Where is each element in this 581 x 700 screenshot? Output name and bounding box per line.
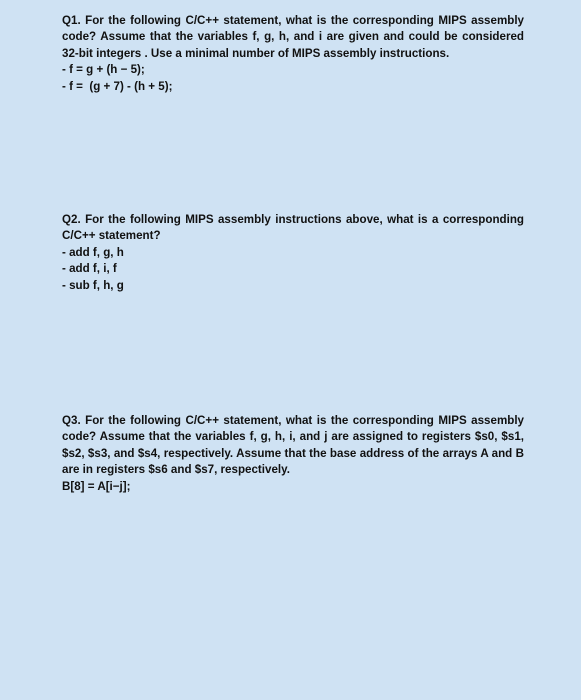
question-3-statement-1: B[8] = A[i−j]; — [62, 479, 131, 493]
question-1-text: Q1. For the following C/C++ statement, what is the corresponding MIPS assembly code? Assume that the variables f, g, h, and i are given and could be considered 32-bit integers . Use a minimal number of MIPS assembly instructions. — [62, 14, 524, 60]
question-1 — [62, 13, 524, 95]
question-3 — [62, 413, 524, 495]
question-1-statement-1: - f = g + (h − 5); — [62, 63, 145, 77]
question-2-text: Q2. For the following MIPS assembly instructions above, what is a corresponding C/C++ statement? — [62, 213, 524, 243]
question-3-text: Q3. For the following C/C++ statement, what is the corresponding MIPS assembly code? Assume that the variables f, g, h, i, and j are assigned to registers $s0, $s1, $s2, $s3, and $s4, respectively. Assume that the base address of the arrays A and B are in registers $s6 and $s7, respectively. — [62, 414, 524, 477]
question-1-statement-2: - f = (g + 7) - (h + 5); — [62, 79, 173, 93]
question-2-instruction-2: - add f, i, f — [62, 262, 117, 276]
question-2-instruction-1: - add f, g, h — [62, 245, 124, 259]
question-2-instruction-3: - sub f, h, g — [62, 278, 124, 292]
question-2 — [62, 212, 524, 294]
